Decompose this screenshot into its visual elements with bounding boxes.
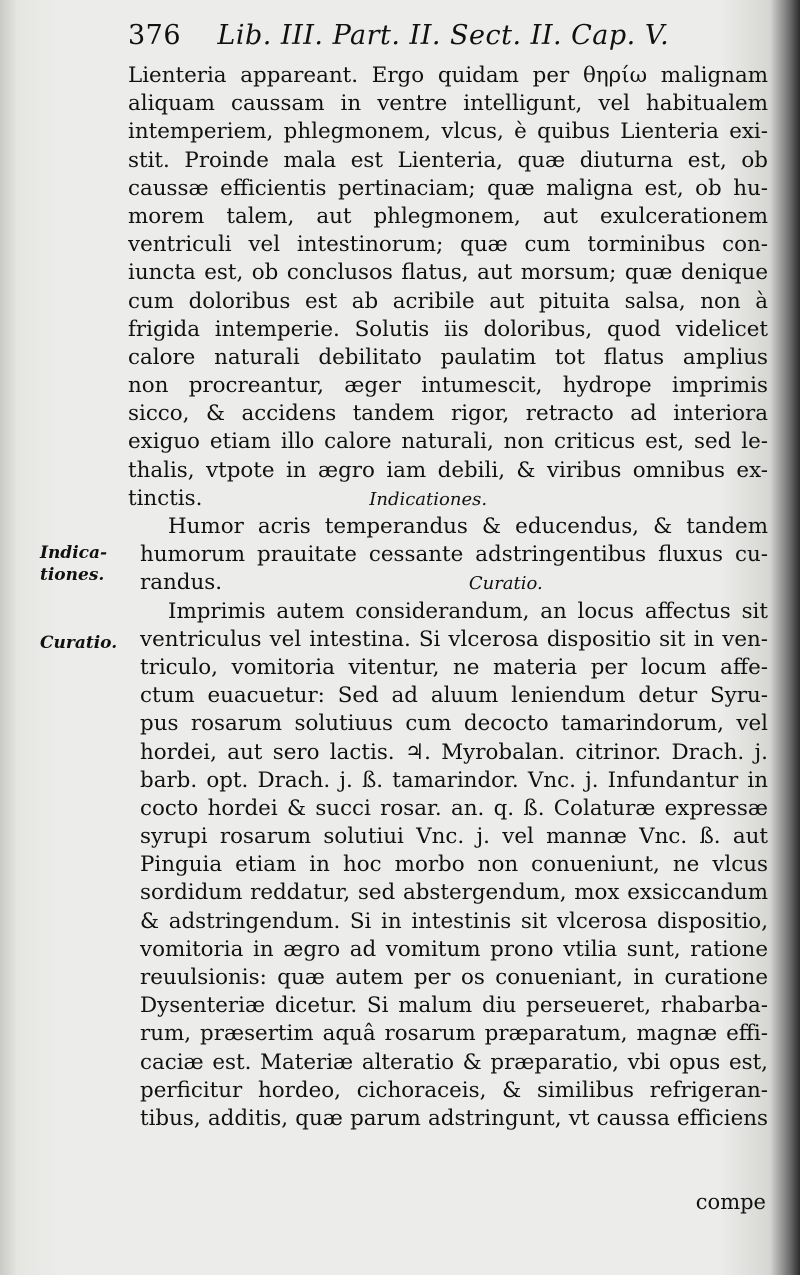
text-line: Lienteria appareant. Ergo quidam per θηρίω malignam [128,63,768,88]
text-line: exiguo etiam illo calore naturali, non criticus est, sed le- [128,429,768,455]
text-line: calore naturali debilitato paulatim tot flatus amplius [128,344,768,370]
text-line: Humor acris temperandus & educendus, & tandem [168,514,768,539]
text-line: frigida intemperie. Solutis iis doloribus, quod videlicet [128,316,768,342]
text-line: iuncta est, ob conclusos flatus, aut morsum; quæ denique [128,260,768,286]
page-number: 376 [128,20,182,51]
text-line: ventriculus vel intestina. Si vlcerosa dispositio sit in ven- [140,626,768,652]
text-line: stit. Proinde mala est Lienteria, quæ diuturna est, ob [128,147,768,173]
page-header [128,20,768,60]
text-line: non procreantur, æger intumescit, hydrope imprimis [128,373,768,399]
line-text: randus. [140,570,223,596]
text-line: Dysenteriæ dicetur. Si malum diu perseueret, rhabarba- [140,993,768,1019]
text-line: sordidum reddatur, sed abstergendum, mox exsiccandum [140,880,768,906]
text-line: ventriculi vel intestinorum; quæ cum torminibus con- [128,232,768,258]
text-line: & adstringendum. Si in intestinis sit vlcerosa dispositio, [140,908,768,934]
text-line: intemperiem, phlegmonem, vlcus, è quibus Lienteria exi- [128,119,768,145]
section-heading-indicationes: Indicationes. [369,488,488,510]
text-line: caciæ est. Materiæ alteratio & præparatio, vbi opus est, [140,1049,768,1075]
text-line [128,485,768,513]
line-text: tinctis. [128,485,203,511]
text-line: cocto hordei & succi rosar. an. q. ß. Colaturæ expressæ [140,795,768,821]
text-line: vomitoria in ægro ad vomitum prono vtilia sunt, ratione [140,936,768,962]
text-line: cum doloribus est ab acribile aut pituita salsa, non à [128,288,768,314]
text-line: hordei, aut sero lactis. ♃. Myrobalan. citrinor. Drach. j. [140,739,768,765]
section-heading-curatio: Curatio. [468,573,543,595]
running-title: Lib. III. Part. II. Sect. II. Cap. V. [217,20,670,51]
text-line: morem talem, aut phlegmonem, aut exulcerationem [128,203,768,229]
text-line: perficitur hordeo, cichoraceis, & similibus refrigeran- [140,1077,768,1103]
text-line: humorum prauitate cessante adstringentibus fluxus cu- [140,542,768,568]
margin-note-indicationes [40,542,107,586]
text-line: syrupi rosarum solutiui Vnc. j. vel mannæ Vnc. ß. aut [140,824,768,850]
text-line: triculo, vomitoria vitentur, ne materia per locum affe- [140,654,768,680]
margin-note-line: tiones. [40,565,105,585]
text-line: rum, præsertim aquâ rosarum præparatum, magnæ effi- [140,1021,768,1047]
margin-note-curatio: Curatio. [40,633,118,653]
text-line [128,569,768,597]
text-line: Pinguia etiam in hoc morbo non conueniunt, ne vlcus [140,852,768,878]
text-line: aliquam caussam in ventre intelligunt, vel habitualem [128,91,768,117]
catchword: compe [695,1190,766,1214]
margin-note-line: Indica- [40,543,108,563]
text-line: sicco, & accidens tandem rigor, retracto ad interiora [128,401,768,427]
body-text [128,62,768,1133]
text-line: pus rosarum solutiuus cum decocto tamarindorum, vel [140,711,768,737]
text-line: ctum euacuetur: Sed ad aluum leniendum detur Syru- [140,683,768,709]
text-line: barb. opt. Drach. j. ß. tamarindor. Vnc. j. Infundantur in [140,767,768,793]
text-line: caussæ efficientis pertinaciam; quæ maligna est, ob hu- [128,175,768,201]
text-line: Imprimis autem considerandum, an locus affectus sit [168,598,768,624]
text-line: thalis, vtpote in ægro iam debili, & viribus omnibus ex- [128,457,768,483]
text-line: tibus, additis, quæ parum adstringunt, vt caussa efficiens [140,1105,768,1131]
text-line: reuulsionis: quæ autem per os conueniant, in curatione [140,965,768,990]
